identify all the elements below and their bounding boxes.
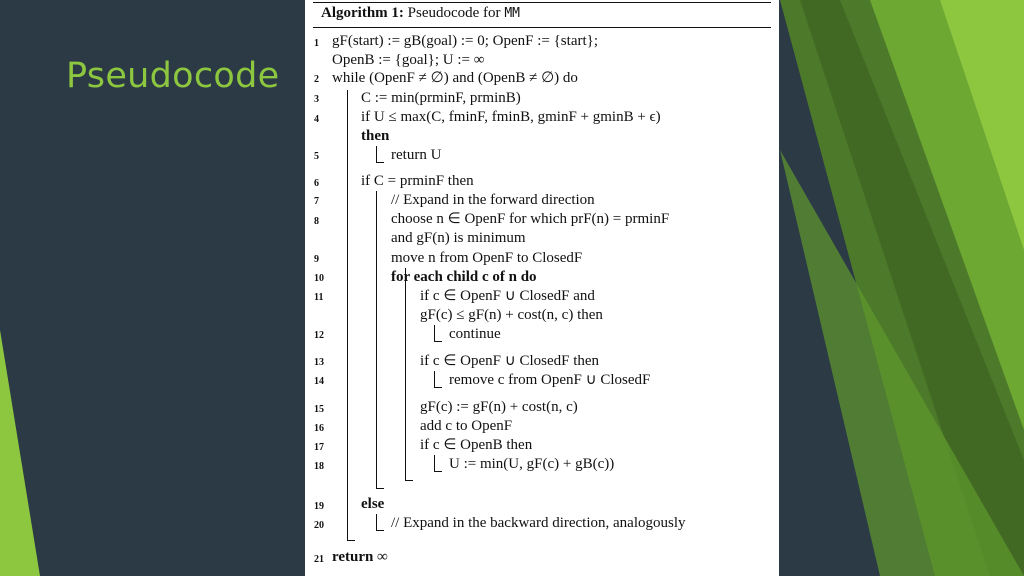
line-number: 6 [314, 178, 319, 189]
slide-title: Pseudocode [66, 56, 280, 96]
code-line: if c ∈ OpenF ∪ ClosedF and [420, 288, 595, 304]
indent-bar-while [347, 90, 348, 540]
line-number: 1 [314, 38, 319, 49]
code-line: // Expand in the forward direction [391, 192, 595, 208]
indent-bar-else [376, 514, 377, 530]
algorithm-name: MM [504, 6, 520, 21]
line-number: 8 [314, 216, 319, 227]
indent-bar-end [376, 530, 384, 531]
line-number: 20 [314, 520, 324, 531]
line-number: 11 [314, 292, 324, 303]
code-line: if C = prminF then [361, 173, 474, 189]
indent-bar-for [405, 268, 406, 480]
line-number: 10 [314, 273, 324, 284]
code-line: then [361, 128, 390, 144]
algorithm-box [305, 0, 779, 576]
indent-bar-continue [434, 325, 435, 341]
code-line: remove c from OpenF ∪ ClosedF [449, 372, 651, 388]
code-line: add c to OpenF [420, 418, 513, 434]
code-line: OpenB := {goal}; U := ∞ [332, 52, 485, 68]
line-number: 2 [314, 74, 319, 85]
code-line: gF(c) ≤ gF(n) + cost(n, c) then [420, 307, 603, 323]
code-line: and gF(n) is minimum [391, 230, 526, 246]
code-line: for each child c of n do [391, 269, 537, 285]
top-rule [313, 2, 771, 3]
code-line: else [361, 496, 385, 512]
indent-bar-end [405, 480, 413, 481]
code-line: choose n ∈ OpenF for which prF(n) = prminF [391, 211, 670, 227]
indent-bar-then [376, 146, 377, 162]
code-line: while (OpenF ≠ ∅) and (OpenB ≠ ∅) do [332, 70, 578, 86]
line-number: 13 [314, 357, 324, 368]
line-number: 3 [314, 94, 319, 105]
code-line: move n from OpenF to ClosedF [391, 250, 583, 266]
indent-bar-end [434, 387, 442, 388]
green-corner-left [0, 330, 40, 576]
line-number: 12 [314, 330, 324, 341]
code-line: U := min(U, gF(c) + gB(c)) [449, 456, 615, 472]
line-number: 18 [314, 461, 324, 472]
code-line: if c ∈ OpenF ∪ ClosedF then [420, 353, 600, 369]
line-number: 21 [314, 554, 324, 565]
line-number: 19 [314, 501, 324, 512]
code-line: gF(c) := gF(n) + cost(n, c) [420, 399, 578, 415]
line-number: 15 [314, 404, 324, 415]
line-number: 7 [314, 196, 319, 207]
algorithm-caption: Pseudocode for [407, 5, 501, 21]
code-line: return ∞ [332, 549, 388, 565]
indent-bar-end [347, 540, 355, 541]
indent-bar-if [376, 191, 377, 488]
line-number: 17 [314, 442, 324, 453]
indent-bar-end [376, 162, 384, 163]
code-line: // Expand in the backward direction, analogously [391, 515, 686, 531]
algorithm-title [321, 5, 520, 22]
algorithm-label: Algorithm 1: [321, 5, 404, 21]
line-number: 4 [314, 114, 319, 125]
indent-bar-end [434, 341, 442, 342]
indent-bar-update [434, 455, 435, 471]
title-rule [313, 27, 771, 28]
code-line: C := min(prminF, prminB) [361, 90, 521, 106]
line-number: 9 [314, 254, 319, 265]
code-line: if c ∈ OpenB then [420, 437, 533, 453]
indent-bar-remove [434, 371, 435, 387]
line-number: 5 [314, 151, 319, 162]
code-line: if U ≤ max(C, fminF, fminB, gminF + gminB + ϵ) [361, 109, 661, 125]
indent-bar-end [376, 488, 384, 489]
indent-bar-end [434, 471, 442, 472]
code-line: continue [449, 326, 501, 342]
line-number: 14 [314, 376, 324, 387]
code-line: return U [391, 147, 442, 163]
code-line: gF(start) := gB(goal) := 0; OpenF := {start}; [332, 33, 599, 49]
line-number: 16 [314, 423, 324, 434]
